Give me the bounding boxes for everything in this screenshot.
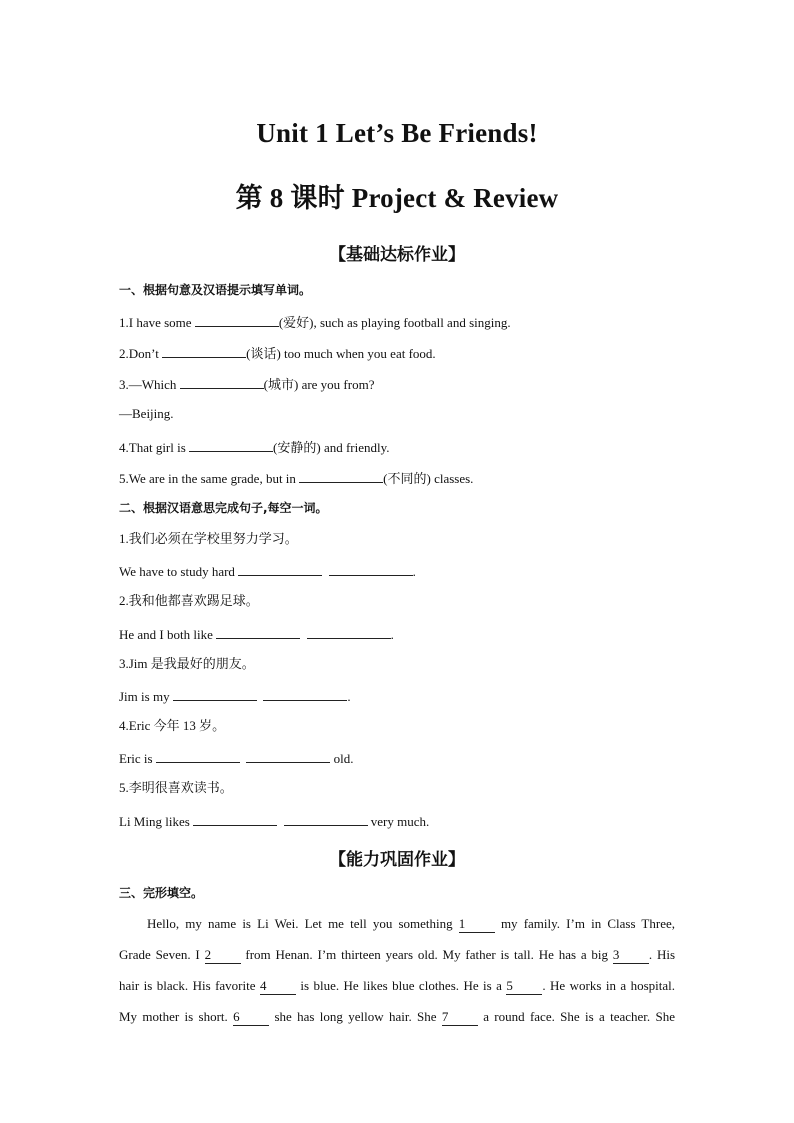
cloze-text: a round face. She is a teacher. She <box>477 1009 675 1024</box>
item-text: (不同的) classes. <box>383 471 474 486</box>
part2-item-4-chinese: 4.Eric 今年 13 岁。 <box>119 718 226 733</box>
part1-item-3 <box>119 375 374 393</box>
answer-blank[interactable] <box>246 749 330 763</box>
cloze-line-2 <box>119 947 675 964</box>
answer-blank[interactable] <box>238 562 322 576</box>
item-text: We have to study hard <box>119 564 239 579</box>
cloze-text: Hello, my name is Li Wei. Let me tell you something <box>147 916 459 931</box>
answer-blank[interactable] <box>180 375 264 389</box>
answer-blank[interactable] <box>162 344 246 358</box>
part2-item-2 <box>119 625 394 643</box>
cloze-text: . His <box>648 947 676 962</box>
item-text: 1.I have some <box>119 315 195 330</box>
unit-title: Unit 1 Let’s Be Friends! <box>256 118 538 148</box>
cloze-text: she has long yellow hair. She <box>269 1009 442 1024</box>
answer-blank[interactable] <box>284 812 368 826</box>
cloze-blank-5[interactable]: 5 <box>506 978 542 995</box>
part2-item-1 <box>119 562 416 580</box>
cloze-blank-6[interactable]: 6 <box>233 1009 269 1026</box>
item-text: (谈话) too much when you eat food. <box>246 346 436 361</box>
item-text: . <box>412 564 416 579</box>
answer-blank[interactable] <box>216 625 300 639</box>
cloze-blank-1[interactable]: 1 <box>459 916 495 933</box>
answer-blank[interactable] <box>195 313 279 327</box>
part2-item-1-chinese: 1.我们必须在学校里努力学习。 <box>119 531 298 546</box>
part1-item-4 <box>119 438 390 456</box>
cloze-text: hair is black. His favorite <box>119 978 260 993</box>
part2-item-3-chinese: 3.Jim 是我最好的朋友。 <box>119 656 255 671</box>
answer-blank[interactable] <box>299 469 383 483</box>
item-text: (城市) are you from? <box>263 377 375 392</box>
item-text: . <box>347 689 351 704</box>
item-text: Li Ming likes <box>119 814 194 829</box>
part2-item-3 <box>119 687 351 705</box>
part2-instruction: 二、根据汉语意思完成句子,每空一词。 <box>119 501 328 515</box>
section-heading-basic: 【基础达标作业】 <box>329 245 465 264</box>
part1-item-2 <box>119 344 436 362</box>
answer-blank[interactable] <box>156 749 240 763</box>
item-text: (爱好), such as playing football and singing. <box>278 315 511 330</box>
section-heading-ability: 【能力巩固作业】 <box>329 850 465 869</box>
item-text: 2.Don’t <box>119 346 163 361</box>
cloze-line-3 <box>119 978 675 995</box>
part1-item-1 <box>119 313 511 331</box>
part2-item-2-chinese: 2.我和他都喜欢踢足球。 <box>119 593 259 608</box>
lesson-title: 第 8 课时 Project & Review <box>235 183 559 213</box>
item-text: He and I both like <box>119 627 217 642</box>
cloze-text: . He works in a hospital. <box>542 978 675 993</box>
item-text: 4.That girl is <box>119 440 190 455</box>
item-text: very much. <box>367 814 430 829</box>
part2-item-5-chinese: 5.李明很喜欢读书。 <box>119 780 233 795</box>
cloze-blank-7[interactable]: 7 <box>442 1009 478 1026</box>
item-text: Jim is my <box>119 689 173 704</box>
cloze-text: is blue. He likes blue clothes. He is a <box>295 978 507 993</box>
cloze-line-4 <box>119 1009 675 1026</box>
cloze-text: from Henan. I’m thirteen years old. My father is tall. He has a big <box>240 947 613 962</box>
part3-instruction: 三、完形填空。 <box>119 886 204 900</box>
part2-item-4 <box>119 749 353 767</box>
part2-item-5 <box>119 812 429 830</box>
answer-blank[interactable] <box>189 438 273 452</box>
answer-blank[interactable] <box>263 687 347 701</box>
cloze-text: my family. I’m in Class Three, <box>494 916 675 931</box>
item-text: old. <box>330 751 354 766</box>
answer-blank[interactable] <box>307 625 391 639</box>
cloze-text: My mother is short. <box>119 1009 234 1024</box>
item-text: . <box>390 627 394 642</box>
answer-blank[interactable] <box>173 687 257 701</box>
cloze-line-1 <box>147 916 675 933</box>
part1-item-5 <box>119 469 473 487</box>
answer-blank[interactable] <box>193 812 277 826</box>
cloze-text: Grade Seven. I <box>119 947 205 962</box>
cloze-blank-3[interactable]: 3 <box>613 947 649 964</box>
cloze-blank-2[interactable]: 2 <box>205 947 241 964</box>
item-text: 3.—Which <box>119 377 180 392</box>
answer-blank[interactable] <box>329 562 413 576</box>
item-text: 5.We are in the same grade, but in <box>119 471 300 486</box>
item-text: (安静的) and friendly. <box>273 440 390 455</box>
cloze-blank-4[interactable]: 4 <box>260 978 296 995</box>
part1-instruction: 一、根据句意及汉语提示填写单词。 <box>119 283 312 297</box>
part1-item-3-answer: —Beijing. <box>119 406 174 421</box>
item-text: Eric is <box>119 751 156 766</box>
